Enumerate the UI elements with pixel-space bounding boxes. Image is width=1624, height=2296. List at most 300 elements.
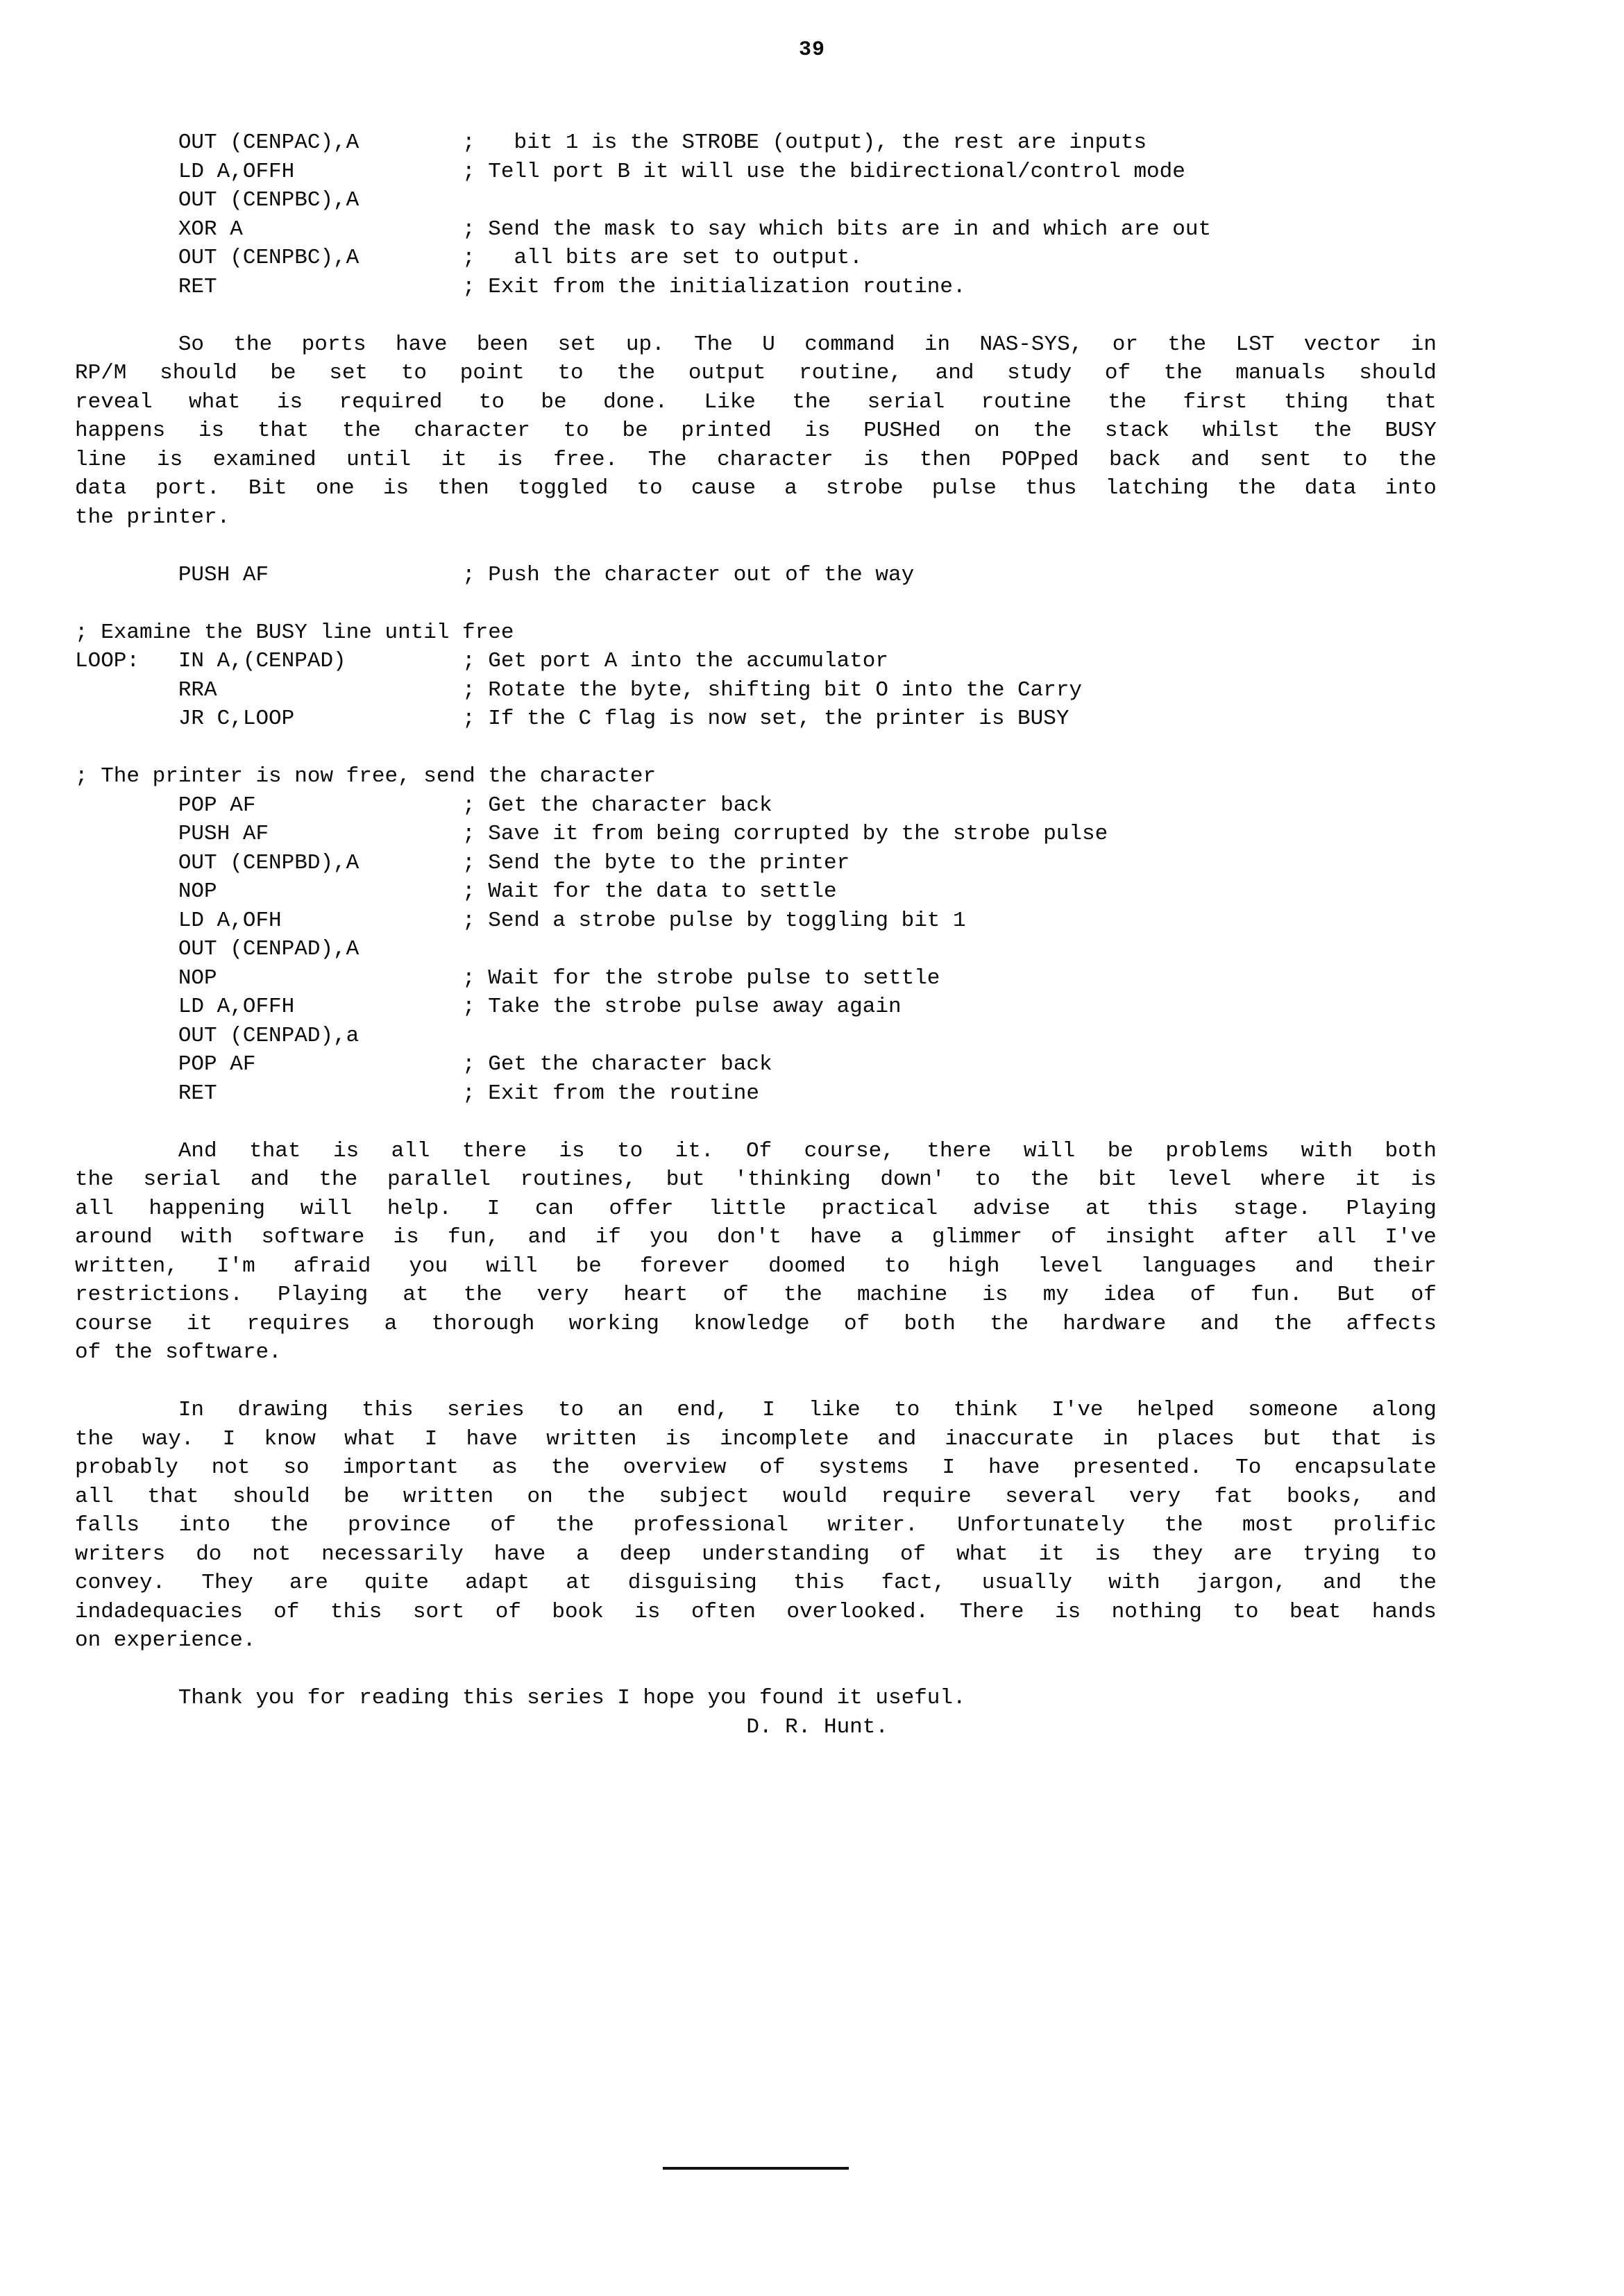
word: both — [1385, 1138, 1437, 1163]
spacer — [75, 1367, 1437, 1396]
word: PUSHed — [863, 419, 941, 443]
word: the — [233, 332, 273, 357]
word: that — [249, 1138, 301, 1163]
word: in — [1410, 332, 1437, 357]
word: you — [409, 1253, 448, 1278]
word: fun. — [1251, 1283, 1303, 1307]
word: along — [1371, 1398, 1437, 1422]
word: will — [300, 1196, 353, 1221]
word: U — [762, 332, 775, 357]
word: requires — [246, 1311, 350, 1336]
code-line: OUT (CENPAD),A — [75, 937, 360, 961]
word: to — [1342, 447, 1368, 472]
word: it — [1355, 1167, 1381, 1192]
word: if — [595, 1225, 621, 1249]
word: is — [1054, 1599, 1081, 1624]
word: it — [441, 447, 467, 472]
word: there — [462, 1138, 527, 1163]
spacer — [75, 532, 1437, 561]
word: writer. — [827, 1513, 918, 1537]
code-line: OUT (CENPBC),A — [75, 188, 360, 212]
word: affects — [1346, 1311, 1437, 1336]
word: subject — [659, 1484, 750, 1509]
word: sort — [412, 1599, 465, 1624]
paragraph-line — [75, 359, 1437, 388]
word: what — [189, 389, 241, 414]
word: vector — [1303, 332, 1382, 357]
word: the — [1033, 419, 1072, 443]
paragraph-line — [75, 416, 1437, 446]
word: falls — [75, 1513, 140, 1537]
code-line: LD A,OFFH ; Tell port B it will use the bidirectional/control mode — [75, 159, 1185, 184]
word: is — [1410, 1426, 1437, 1451]
word: the — [75, 1167, 114, 1192]
word: knowledge — [693, 1311, 810, 1336]
word: in — [924, 332, 951, 357]
code-block-printer-init — [75, 128, 1437, 301]
word: into — [178, 1513, 231, 1537]
word: should — [160, 361, 237, 385]
word: is — [276, 389, 303, 414]
word: that — [257, 419, 310, 443]
word: stage. — [1233, 1196, 1311, 1221]
word: that — [147, 1484, 199, 1509]
code-line: OUT (CENPAC),A ; bit 1 is the STROBE (output), the rest are inputs — [75, 130, 1147, 155]
word: way. — [142, 1426, 194, 1451]
word: overlooked. — [786, 1599, 929, 1624]
word: the — [616, 361, 656, 385]
word: is — [198, 419, 225, 443]
word: thing — [1283, 389, 1348, 414]
word: offer — [609, 1196, 674, 1221]
word: can — [534, 1196, 574, 1221]
word: that — [1330, 1426, 1382, 1451]
paragraph-line: on experience. — [75, 1628, 256, 1653]
word: then — [437, 476, 489, 500]
word: ports — [301, 332, 366, 357]
word: machine — [856, 1283, 948, 1307]
word: the — [783, 1283, 822, 1307]
word: of — [1051, 1225, 1077, 1249]
word: of — [490, 1513, 516, 1537]
word: required — [339, 389, 443, 414]
code-comment-line: ; The printer is now free, send the character — [75, 764, 657, 788]
word: what — [344, 1426, 396, 1451]
word: to — [400, 361, 428, 385]
word: be — [575, 1253, 602, 1278]
word: To — [1235, 1455, 1262, 1480]
word: at — [1085, 1196, 1112, 1221]
word: manuals — [1235, 361, 1326, 385]
word: at — [566, 1571, 592, 1595]
word: jargon, — [1196, 1571, 1287, 1595]
word: the — [550, 1455, 590, 1480]
word: character — [717, 447, 834, 472]
word: my — [1042, 1283, 1069, 1307]
word: into — [1385, 476, 1437, 500]
word: presented. — [1073, 1455, 1203, 1480]
word: is — [1410, 1167, 1437, 1192]
word: I — [424, 1426, 438, 1451]
word: where — [1261, 1167, 1326, 1192]
word: POPped — [1001, 447, 1079, 472]
word: languages — [1140, 1253, 1258, 1278]
word: the — [1030, 1167, 1069, 1192]
paragraph-line — [75, 1598, 1437, 1627]
word: a — [784, 476, 797, 500]
word: do — [196, 1542, 222, 1567]
word: their — [1371, 1253, 1437, 1278]
word: but — [666, 1167, 705, 1192]
word: the — [463, 1283, 502, 1307]
word: study — [1007, 361, 1072, 385]
word: and — [877, 1426, 917, 1451]
word: down' — [880, 1167, 945, 1192]
word: advise — [972, 1196, 1051, 1221]
word: line — [75, 447, 127, 472]
word: the — [341, 419, 381, 443]
word: written — [546, 1426, 637, 1451]
text-column — [75, 128, 1437, 1741]
code-line: PUSH AF ; Push the character out of the way — [75, 562, 915, 587]
word: of — [843, 1311, 870, 1336]
word: helped — [1137, 1398, 1215, 1422]
word: it — [1038, 1542, 1065, 1567]
word: professional — [633, 1513, 788, 1537]
word: NAS-SYS, — [979, 332, 1083, 357]
word: trying — [1303, 1542, 1380, 1567]
word: and — [250, 1167, 289, 1192]
word: LST — [1235, 332, 1275, 357]
word: an — [617, 1398, 643, 1422]
word: I — [762, 1398, 775, 1422]
word: until — [346, 447, 412, 472]
word: have — [810, 1225, 862, 1249]
word: hands — [1371, 1599, 1437, 1624]
word: and — [1323, 1571, 1362, 1595]
word: on — [974, 419, 1000, 443]
word: prolific — [1333, 1513, 1437, 1537]
word: the — [586, 1484, 625, 1509]
word: heart — [623, 1283, 688, 1307]
code-line: PUSH AF ; Save it from being corrupted by the strobe pulse — [75, 822, 1108, 846]
bottom-divider-rule — [663, 2167, 849, 2170]
word: have — [396, 332, 448, 357]
word: is — [559, 1138, 585, 1163]
word: working — [568, 1311, 659, 1336]
word: usually — [981, 1571, 1072, 1595]
word: beat — [1289, 1599, 1342, 1624]
word: disguising — [627, 1571, 757, 1595]
word: and — [1295, 1253, 1334, 1278]
word: so — [283, 1455, 310, 1480]
paragraph-line — [75, 1195, 1437, 1224]
word: think — [953, 1398, 1018, 1422]
paragraph-line — [75, 388, 1437, 417]
word: is — [982, 1283, 1008, 1307]
word: practical — [821, 1196, 938, 1221]
word: of — [899, 1542, 927, 1567]
word: very — [1128, 1484, 1181, 1509]
word: it. — [675, 1138, 714, 1163]
word: necessarily — [321, 1542, 464, 1567]
word: the — [1312, 419, 1352, 443]
word: the — [990, 1311, 1029, 1336]
word: to — [1233, 1599, 1259, 1624]
word: latching — [1105, 476, 1209, 500]
paragraph-line — [75, 474, 1437, 503]
word: will — [486, 1253, 538, 1278]
word: output — [688, 361, 766, 385]
word: There — [959, 1599, 1024, 1624]
word: Unfortunately — [957, 1513, 1126, 1537]
word: to — [563, 419, 589, 443]
word: probably — [75, 1455, 178, 1480]
word: are — [1233, 1542, 1273, 1567]
code-line: LOOP: IN A,(CENPAD) ; Get port A into the accumulator — [75, 649, 888, 673]
word: I — [942, 1455, 956, 1480]
word: to — [883, 1253, 911, 1278]
word: all — [391, 1138, 430, 1163]
word: this — [330, 1599, 382, 1624]
word: They — [201, 1571, 253, 1595]
code-block-busy-poll — [75, 647, 1437, 734]
word: whilst — [1202, 419, 1280, 443]
word: with — [1301, 1138, 1353, 1163]
word: understanding — [702, 1542, 870, 1567]
word: Playing — [278, 1283, 369, 1307]
word: several — [1005, 1484, 1096, 1509]
word: the — [1273, 1311, 1312, 1336]
word: 'thinking — [734, 1167, 851, 1192]
word: the — [75, 1426, 114, 1451]
word: all — [1317, 1225, 1357, 1249]
word: the — [555, 1513, 594, 1537]
word: they — [1151, 1542, 1203, 1567]
word: free. — [553, 447, 618, 472]
word: the — [1398, 1571, 1437, 1595]
word: adapt — [465, 1571, 530, 1595]
word: it — [186, 1311, 213, 1336]
paragraph-line — [75, 1281, 1437, 1310]
word: what — [956, 1542, 1008, 1567]
word: character — [414, 419, 530, 443]
word: happens — [75, 419, 166, 443]
code-line: RRA ; Rotate the byte, shifting bit O into the Carry — [75, 677, 1083, 702]
word: set — [557, 332, 597, 357]
word: you — [650, 1225, 688, 1249]
word: I've — [1051, 1398, 1103, 1422]
code-line: LD A,OFFH ; Take the strobe pulse away again — [75, 995, 902, 1019]
word: to — [636, 476, 663, 500]
word: with — [1108, 1571, 1160, 1595]
paragraph-line — [75, 330, 1437, 360]
word: fun, — [447, 1225, 500, 1249]
word: to — [478, 389, 505, 414]
code-line: NOP ; Wait for the data to settle — [75, 879, 837, 904]
word: of — [1410, 1283, 1437, 1307]
word: parallel — [387, 1167, 491, 1192]
word: BUSY — [1385, 419, 1437, 443]
word: convey. — [75, 1571, 166, 1595]
word: of — [1190, 1283, 1216, 1307]
word: I — [222, 1426, 236, 1451]
word: is — [804, 419, 831, 443]
word: overview — [623, 1455, 727, 1480]
word: be — [622, 419, 648, 443]
word: to — [557, 361, 584, 385]
word: So — [75, 332, 205, 357]
word: series — [447, 1398, 525, 1422]
word: all — [75, 1484, 114, 1509]
word: Like — [704, 389, 756, 414]
spacer — [75, 1108, 1437, 1137]
paragraph-line — [75, 1540, 1437, 1569]
word: is — [497, 447, 523, 472]
word: this — [1147, 1196, 1199, 1221]
word: I'm — [216, 1253, 255, 1278]
word: done. — [603, 389, 668, 414]
word: back — [1109, 447, 1161, 472]
word: and — [1200, 1311, 1240, 1336]
word: often — [691, 1599, 756, 1624]
word: not — [252, 1542, 291, 1567]
word: set — [329, 361, 369, 385]
word: Of — [745, 1138, 772, 1163]
word: with — [180, 1225, 233, 1249]
word: thorough — [431, 1311, 535, 1336]
code-line: OUT (CENPBC),A ; all bits are set to output. — [75, 246, 863, 270]
word: RP/M — [75, 361, 127, 385]
word: the — [1163, 361, 1203, 385]
code-line: LD A,OFH ; Send a strobe pulse by toggling bit 1 — [75, 908, 966, 933]
word: have — [466, 1426, 518, 1451]
word: insight — [1105, 1225, 1196, 1249]
word: one — [315, 476, 355, 500]
word: The — [694, 332, 733, 357]
word: point — [459, 361, 525, 385]
word: places — [1157, 1426, 1235, 1451]
spacer — [75, 589, 1437, 618]
paragraph-ports-set-up — [75, 330, 1437, 532]
word: end, — [677, 1398, 729, 1422]
word: command — [804, 332, 895, 357]
word: little — [709, 1196, 786, 1221]
word: toggled — [518, 476, 609, 500]
word: around — [75, 1225, 153, 1249]
word: Playing — [1346, 1196, 1437, 1221]
word: have — [493, 1542, 546, 1567]
code-line: RET ; Exit from the initialization routine. — [75, 274, 966, 299]
word: should — [232, 1484, 310, 1509]
word: of — [722, 1283, 749, 1307]
paragraph-line — [75, 446, 1437, 475]
word: book — [552, 1599, 604, 1624]
word: be — [344, 1484, 370, 1509]
word: the — [792, 389, 831, 414]
closing-thanks: Thank you for reading this series I hope you found it useful. — [75, 1686, 966, 1710]
code-line: OUT (CENPBD),A ; Send the byte to the printer — [75, 850, 850, 875]
paragraph-and-that-is-all — [75, 1137, 1437, 1367]
code-block-send-character — [75, 791, 1437, 1108]
paragraph-drawing-to-an-end — [75, 1396, 1437, 1655]
paragraph-line — [75, 1165, 1437, 1195]
word: that — [1385, 389, 1437, 414]
word: routines, — [520, 1167, 636, 1192]
word: to — [974, 1167, 1001, 1192]
word: after — [1224, 1225, 1289, 1249]
code-line: XOR A ; Send the mask to say which bits are in and which are out — [75, 217, 1212, 242]
word: course — [75, 1311, 153, 1336]
word: this — [362, 1398, 414, 1422]
word: don't — [717, 1225, 782, 1249]
word: of — [1104, 361, 1131, 385]
word: be — [1107, 1138, 1133, 1163]
word: indadequacies — [75, 1599, 243, 1624]
code-line: OUT (CENPAD),a — [75, 1023, 360, 1048]
word: problems — [1165, 1138, 1269, 1163]
word: the — [1398, 447, 1437, 472]
closing-signature: D. R. Hunt. — [75, 1714, 888, 1739]
word: like — [809, 1398, 861, 1422]
word: a — [890, 1225, 904, 1249]
spacer — [75, 301, 1437, 330]
word: drawing — [237, 1398, 328, 1422]
word: to — [894, 1398, 920, 1422]
word: been — [476, 332, 529, 357]
word: idea — [1103, 1283, 1156, 1307]
word: books, — [1286, 1484, 1364, 1509]
word: are — [289, 1571, 328, 1595]
word: a — [576, 1542, 589, 1567]
paragraph-line — [75, 1425, 1437, 1454]
word: have — [988, 1455, 1040, 1480]
word: is — [382, 476, 409, 500]
word: data — [75, 476, 127, 500]
word: the — [269, 1513, 309, 1537]
code-comment-line: ; Examine the BUSY line until free — [75, 620, 514, 645]
word: someone — [1248, 1398, 1339, 1422]
word: nothing — [1111, 1599, 1202, 1624]
word: thus — [1025, 476, 1077, 500]
word: encapsulate — [1294, 1455, 1437, 1480]
word: restrictions. — [75, 1283, 243, 1307]
word: written, — [75, 1253, 178, 1278]
word: both — [904, 1311, 956, 1336]
word: deep — [619, 1542, 672, 1567]
word: bit — [1098, 1167, 1137, 1192]
word: is — [393, 1225, 419, 1249]
word: inaccurate — [945, 1426, 1074, 1451]
paragraph-line — [75, 1310, 1437, 1339]
word: doomed — [768, 1253, 846, 1278]
word: routine — [981, 389, 1072, 414]
paragraph-line — [75, 1453, 1437, 1483]
paragraph-line — [75, 1223, 1437, 1252]
paragraph-line — [75, 1137, 1437, 1166]
word: level — [1038, 1253, 1103, 1278]
word: would — [783, 1484, 848, 1509]
word: of — [495, 1599, 521, 1624]
page-number: 39 — [798, 38, 825, 62]
word: to — [1410, 1542, 1437, 1567]
word: is — [665, 1426, 691, 1451]
word: of — [273, 1599, 300, 1624]
word: be — [541, 389, 567, 414]
word: I — [487, 1196, 500, 1221]
word: is — [156, 447, 183, 472]
word: should — [1359, 361, 1437, 385]
